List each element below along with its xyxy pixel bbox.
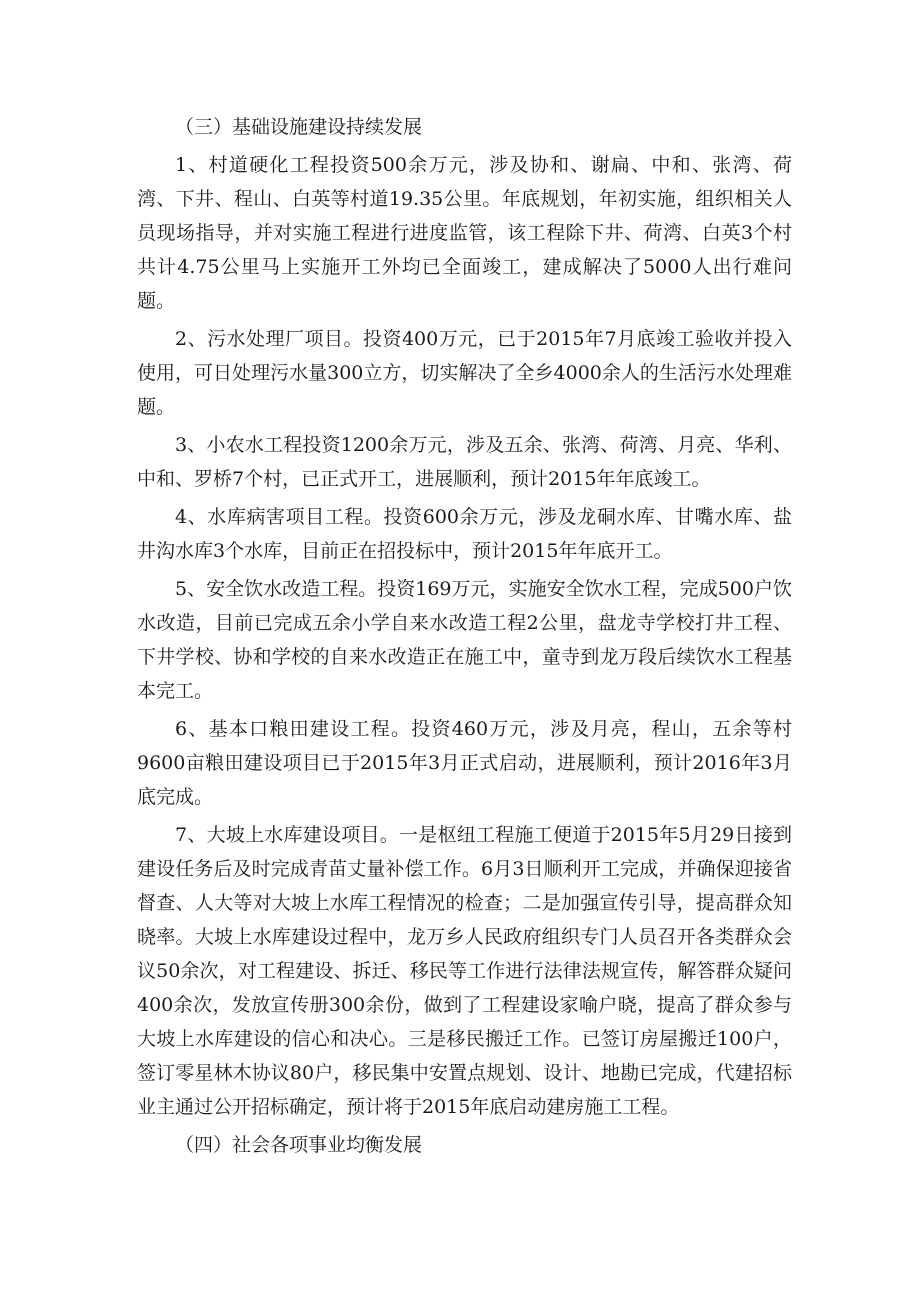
paragraph-sewage-plant: 2、污水处理厂项目。投资400万元，已于2015年7月底竣工验收并投入使用，可日处理污水量300立方，切实解决了全乡4000余人的生活污水处理难题。 — [137, 328, 792, 418]
paragraph-village-roads: 1、村道硬化工程投资500余万元，涉及协和、谢扁、中和、张湾、荷湾、下井、程山、白英等村道19.35公里。年底规划，年初实施，组织相关人员现场指导，并对实施工程进行进度监管，该工程除下井、荷湾、白英3个村共计4.75公里马上实施开工外均已全面竣工，建成解决了5000人出行难问题。 — [137, 154, 792, 312]
section-heading-infrastructure: （三）基础设施建设持续发展 — [175, 116, 423, 138]
section-heading-social: （四）社会各项事业均衡发展 — [175, 1134, 423, 1156]
paragraph-small-irrigation: 3、小农水工程投资1200余万元，涉及五余、张湾、荷湾、月亮、华利、中和、罗桥7个村，已正式开工，进展顺利，预计2015年年底竣工。 — [137, 434, 792, 490]
paragraph-grain-fields: 6、基本口粮田建设工程。投资460万元，涉及月亮，程山，五余等村9600亩粮田建设项目已于2015年3月正式启动，进展顺利，预计2016年3月底完成。 — [137, 718, 792, 808]
document-body — [137, 110, 792, 1162]
paragraph-reservoir-repair: 4、水库病害项目工程。投资600余万元，涉及龙硐水库、甘嘴水库、盐井沟水库3个水库，目前正在招投标中，预计2015年年底开工。 — [137, 506, 792, 562]
paragraph-safe-drinking-water: 5、安全饮水改造工程。投资169万元，实施安全饮水工程，完成500户饮水改造，目前已完成五余小学自来水改造工程2公里，盘龙寺学校打井工程、下井学校、协和学校的自来水改造正在施工中，童寺到龙万段后续饮水工程基本完工。 — [137, 578, 792, 702]
paragraph-daposhang-reservoir: 7、大坡上水库建设项目。一是枢纽工程施工便道于2015年5月29日接到建设任务后及时完成青苗丈量补偿工作。6月3日顺利开工完成，并确保迎接省督查、人大等对大坡上水库工程情况的检查；二是加强宣传引导，提高群众知晓率。大坡上水库建设过程中，龙万乡人民政府组织专门人员召开各类群众会议50余次，对工程建设、拆迁、移民等工作进行法律法规宣传，解答群众疑问400余次，发放宣传册300余份，做到了工程建设家喻户晓，提高了群众参与大坡上水库建设的信心和决心。三是移民搬迁工作。已签订房屋搬迁100户，签订零星林木协议80户，移民集中安置点规划、设计、地勘已完成，代建招标业主通过公开招标确定，预计将于2015年底启动建房施工工程。 — [137, 824, 792, 1118]
